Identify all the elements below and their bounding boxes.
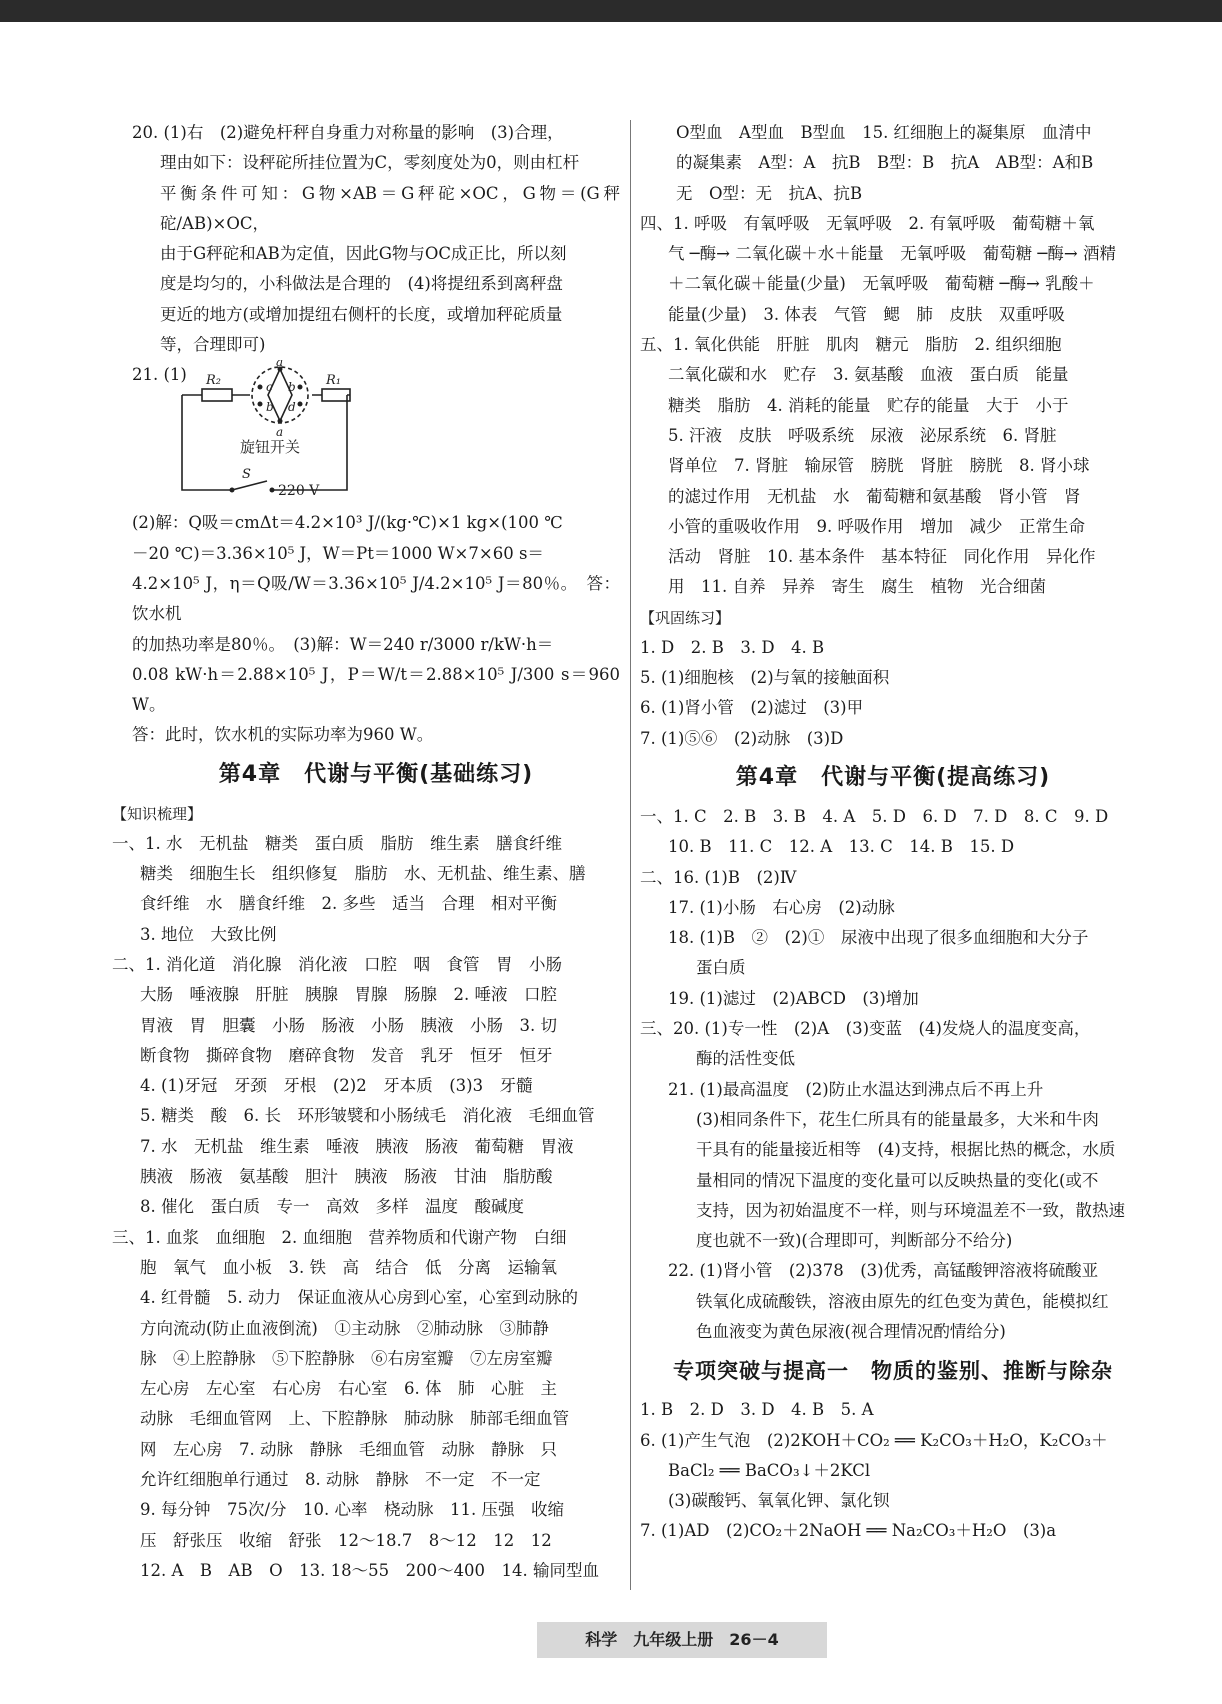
text-line: 8. 催化 蛋白质 专一 高效 多样 温度 酸碱度 bbox=[140, 1197, 524, 1217]
text-line: 的凝集素 A型：A 抗B B型：B 抗A AB型：A和B bbox=[676, 153, 1094, 173]
text-line: 1. B 2. D 3. D 4. B 5. A bbox=[640, 1400, 874, 1420]
text-line: 20. (1)右 (2)避免杆秤自身重力对称量的影响 (3)合理， bbox=[132, 123, 564, 142]
text-line: 答：此时，饮水机的实际功率为960 W。 bbox=[132, 725, 434, 745]
text-line: 方向流动(防止血液倒流) ①主动脉 ②肺动脉 ③肺静 bbox=[140, 1318, 549, 1338]
q21-number: 21. (1) bbox=[132, 365, 187, 385]
knowledge-section bbox=[112, 829, 620, 1586]
text-line: 能量(少量) 3. 体表 气管 鳃 肺 皮肤 双重呼吸 bbox=[668, 304, 1065, 324]
text-line: 色血液变为黄色尿液(视合理情况酌情给分) bbox=[696, 1321, 1006, 1341]
text-line: 理由如下：设秤砣所挂位置为C，零刻度处为0，则由杠杆 bbox=[160, 153, 580, 173]
text-line: 19. (1)滤过 (2)ABCD (3)增加 bbox=[668, 988, 919, 1008]
text-line: 食纤维 水 膳食纤维 2. 多些 适当 合理 相对平衡 bbox=[140, 894, 557, 914]
text-line: 铁氧化成硫酸铁，溶液由原先的红色变为黄色，能模拟红 bbox=[696, 1291, 1109, 1311]
text-line: 四、1. 呼吸 有氧呼吸 无氧呼吸 2. 有氧呼吸 葡萄糖＋氧 bbox=[640, 213, 1095, 233]
text-line: 12. A B AB O 13. 18～55 200～400 14. 输同型血 bbox=[140, 1560, 600, 1580]
terminal-b-bottom: b bbox=[266, 400, 274, 415]
text-line: 三、20. (1)专一性 (2)A (3)变蓝 (4)发烧人的温度变高， bbox=[640, 1019, 1091, 1039]
text-line: 等，合理即可) bbox=[160, 335, 266, 355]
resistor-r1 bbox=[322, 389, 350, 401]
chapter4-basic-title: 第4章 代谢与平衡(基础练习) bbox=[218, 761, 534, 787]
q21-circuit-block bbox=[132, 360, 620, 508]
text-line: 酶的活性变低 bbox=[696, 1049, 795, 1069]
blood-type-continued bbox=[648, 118, 1138, 209]
text-line: 10. B 11. C 12. A 13. C 14. B 15. D bbox=[668, 837, 1015, 857]
text-line: (2)解：Q吸＝cmΔt＝4.2×10³ J/(kg·℃)×1 kg×(100 ℃ bbox=[132, 513, 563, 533]
text-line: 允许红细胞单行通过 8. 动脉 静脉 不一定 不一定 bbox=[140, 1469, 541, 1489]
text-line: 胰液 肠液 氨基酸 胆汁 胰液 肠液 甘油 脂肪酸 bbox=[140, 1167, 553, 1187]
text-line: 4. (1)牙冠 牙颈 牙根 (2)2 牙本质 (3)3 牙髓 bbox=[140, 1076, 533, 1096]
label-knob-switch: 旋钮开关 bbox=[240, 438, 301, 457]
text-line: 度也就不一致)(合理即可，判断部分不给分) bbox=[696, 1231, 1013, 1251]
text-line: 4.2×10⁵ J，η＝Q吸/W＝3.36×10⁵ J/4.2×10⁵ J＝80％。 答：饮水机 bbox=[132, 573, 620, 624]
text-line: 6. (1)产生气泡 (2)2KOH＋CO₂ ══ K₂CO₃＋H₂O，K₂CO₃＋ bbox=[640, 1430, 1108, 1450]
practice-label: 【巩固练习】 bbox=[640, 608, 731, 627]
right-column bbox=[640, 118, 1138, 1547]
text-line: 五、1. 氧化供能 肝脏 肌肉 糖元 脂肪 2. 组织细胞 bbox=[640, 335, 1062, 355]
advanced-section-1 bbox=[640, 802, 1138, 863]
text-line: 4. 红骨髓 5. 动力 保证血液从心房到心室，心室到动脉的 bbox=[140, 1288, 578, 1308]
text-line: 5. 糖类 酸 6. 长 环形皱襞和小肠绒毛 消化液 毛细血管 bbox=[140, 1106, 595, 1126]
text-line: 更近的地方(或增加提纽右侧杆的长度，或增加秤砣质量 bbox=[160, 304, 563, 324]
text-line: 5. (1)细胞核 (2)与氧的接触面积 bbox=[640, 668, 890, 688]
chapter4-advanced-title: 第4章 代谢与平衡(提高练习) bbox=[735, 764, 1051, 790]
left-column bbox=[112, 118, 626, 1586]
text-line: 小管的重吸收作用 9. 呼吸作用 增加 减少 正常生命 bbox=[668, 516, 1085, 536]
text-line: 支持，因为初始温度不一样，则与环境温差不一致，散热速 bbox=[696, 1200, 1125, 1220]
text-line: 二、1. 消化道 消化腺 消化液 口腔 咽 食管 胃 小肠 bbox=[112, 954, 562, 974]
text-line: 活动 肾脏 10. 基本条件 基本特征 同化作用 异化作 bbox=[668, 547, 1096, 567]
text-line: 干具有的能量接近相等 (4)支持，根据比热的概念，水质 bbox=[696, 1140, 1116, 1160]
text-line: 肾单位 7. 肾脏 输尿管 膀胱 肾脏 膀胱 8. 肾小球 bbox=[668, 456, 1090, 476]
text-line: 气 ─酶→ 二氧化碳＋水＋能量 无氧呼吸 葡萄糖 ─酶→ 酒精 bbox=[668, 244, 1116, 264]
text-line: 7. (1)AD (2)CO₂＋2NaOH ══ Na₂CO₃＋H₂O (3)a bbox=[640, 1521, 1057, 1541]
text-line: 3. 地位 大致比例 bbox=[140, 924, 277, 944]
text-line: 22. (1)肾小管 (2)378 (3)优秀，高锰酸钾溶液将硫酸亚 bbox=[668, 1261, 1099, 1281]
text-line: 的滤过作用 无机盐 水 葡萄糖和氨基酸 肾小管 肾 bbox=[668, 486, 1081, 506]
terminal-c: c bbox=[266, 380, 273, 395]
text-line: 用 11. 自养 异养 寄生 腐生 植物 光合细菌 bbox=[668, 577, 1046, 597]
scan-top-bar bbox=[0, 0, 1222, 22]
text-line: 三、1. 血浆 血细胞 2. 血细胞 营养物质和代谢产物 白细 bbox=[112, 1227, 567, 1247]
q20-answer bbox=[132, 118, 620, 360]
text-line: 无 O型：无 抗A、抗B bbox=[676, 183, 863, 203]
respiration-section bbox=[640, 209, 1138, 330]
text-line: 蛋白质 bbox=[696, 958, 746, 978]
text-line: (3)碳酸钙、氧氧化钾、氯化钡 bbox=[668, 1491, 890, 1511]
terminal-a-bottom: a bbox=[276, 425, 284, 440]
column-divider bbox=[630, 120, 631, 1590]
text-line: 大肠 唾液腺 肝脏 胰腺 胃腺 肠腺 2. 唾液 口腔 bbox=[140, 985, 557, 1005]
label-switch-s: S bbox=[242, 467, 251, 483]
text-line: －20 ℃)＝3.36×10⁵ J，W＝Pt＝1000 W×7×60 s＝ bbox=[132, 543, 544, 563]
text-line: 5. 汗液 皮肤 呼吸系统 尿液 泌尿系统 6. 肾脏 bbox=[668, 425, 1057, 445]
special-topic-title: 专项突破与提高一 物质的鉴别、推断与除杂 bbox=[673, 1359, 1113, 1384]
text-line: BaCl₂ ══ BaCO₃↓＋2KCl bbox=[668, 1460, 871, 1480]
text-line: 左心房 左心室 右心房 右心室 6. 体 肺 心脏 主 bbox=[140, 1379, 557, 1399]
knob-switch-ring bbox=[252, 367, 308, 423]
text-line: O型血 A型血 B型血 15. 红细胞上的凝集原 血清中 bbox=[676, 123, 1092, 142]
text-line: 断食物 撕碎食物 磨碎食物 发音 乳牙 恒牙 恒牙 bbox=[140, 1045, 553, 1065]
text-line: 二氧化碳和水 贮存 3. 氨基酸 血液 蛋白质 能量 bbox=[668, 365, 1069, 385]
label-voltage: 220 V bbox=[278, 483, 320, 500]
circuit-diagram bbox=[172, 360, 392, 508]
advanced-section-2 bbox=[640, 863, 1138, 1014]
text-line: 由于G秤砣和AB为定值，因此G物与OC成正比，所以刻 bbox=[160, 244, 567, 264]
text-line: 的加热功率是80％。 (3)解：W＝240 r/3000 r/kW·h＝ bbox=[132, 634, 554, 654]
text-line: 0.08 kW·h＝2.88×10⁵ J，P＝W/t＝2.88×10⁵ J/300 s＝960 W。 bbox=[132, 664, 626, 715]
text-line: 18. (1)B ② (2)① 尿液中出现了很多血细胞和大分子 bbox=[668, 928, 1089, 948]
text-line: (3)相同条件下，花生仁所具有的能量最多，大米和牛肉 bbox=[696, 1109, 1099, 1129]
resistor-r2 bbox=[202, 389, 232, 401]
metabolism-section bbox=[640, 330, 1138, 603]
text-line: 7. 水 无机盐 维生素 唾液 胰液 肠液 葡萄糖 胃液 bbox=[140, 1136, 574, 1156]
label-r1: R₁ bbox=[326, 373, 341, 389]
advanced-section-3 bbox=[640, 1014, 1138, 1347]
terminal-b-top: b bbox=[288, 380, 296, 395]
practice-section bbox=[640, 633, 1138, 754]
text-line: 二、16. (1)B (2)Ⅳ bbox=[640, 867, 797, 887]
text-line: 一、1. C 2. B 3. B 4. A 5. D 6. D 7. D 8. C 9. D bbox=[640, 806, 1109, 826]
text-line: 糖类 脂肪 4. 消耗的能量 贮存的能量 大于 小于 bbox=[668, 395, 1069, 415]
text-line: 脉 ④上腔静脉 ⑤下腔静脉 ⑥右房室瓣 ⑦左房室瓣 bbox=[140, 1348, 553, 1368]
text-line: 糖类 细胞生长 组织修复 脂肪 水、无机盐、维生素、膳 bbox=[140, 864, 586, 884]
knowledge-label: 【知识梳理】 bbox=[112, 804, 203, 823]
text-line: 7. (1)⑤⑥ (2)动脉 (3)D bbox=[640, 728, 844, 748]
text-line: 胞 氧气 血小板 3. 铁 高 结合 低 分离 运输氧 bbox=[140, 1257, 557, 1277]
text-line: 9. 每分钟 75次/分 10. 心率 桡动脉 11. 压强 收缩 bbox=[140, 1500, 565, 1520]
terminal-a-top: a bbox=[276, 360, 284, 370]
text-line: 17. (1)小肠 右心房 (2)动脉 bbox=[668, 897, 895, 917]
q21-answer bbox=[132, 508, 626, 750]
text-line: 度是均匀的，小科做法是合理的 (4)将提纽系到离秤盘 bbox=[160, 274, 563, 294]
text-line: ＋二氧化碳＋能量(少量) 无氧呼吸 葡萄糖 ─酶→ 乳酸＋ bbox=[668, 274, 1095, 294]
text-line: 量相同的情况下温度的变化量可以反映热量的变化(或不 bbox=[696, 1170, 1099, 1190]
text-line: 平衡条件可知：G物×AB＝G秤砣×OC，G物＝(G秤砣/AB)×OC， bbox=[160, 183, 620, 233]
text-line: 6. (1)肾小管 (2)滤过 (3)甲 bbox=[640, 698, 864, 718]
special-topic-section bbox=[640, 1395, 1138, 1546]
text-line: 1. D 2. B 3. D 4. B bbox=[640, 637, 825, 657]
text-line: 胃液 胃 胆囊 小肠 肠液 小肠 胰液 小肠 3. 切 bbox=[140, 1015, 557, 1035]
text-line: 一、1. 水 无机盐 糖类 蛋白质 脂肪 维生素 膳食纤维 bbox=[112, 833, 562, 853]
terminal-d: d bbox=[288, 400, 296, 415]
text-line: 动脉 毛细血管网 上、下腔静脉 肺动脉 肺部毛细血管 bbox=[140, 1409, 569, 1429]
label-r2: R₂ bbox=[206, 373, 221, 389]
page-footer: 科学 九年级上册 26－4 bbox=[537, 1622, 827, 1658]
text-line: 网 左心房 7. 动脉 静脉 毛细血管 动脉 静脉 只 bbox=[140, 1439, 557, 1459]
text-line: 21. (1)最高温度 (2)防止水温达到沸点后不再上升 bbox=[668, 1079, 1044, 1099]
text-line: 压 舒张压 收缩 舒张 12～18.7 8～12 12 12 bbox=[140, 1530, 552, 1550]
